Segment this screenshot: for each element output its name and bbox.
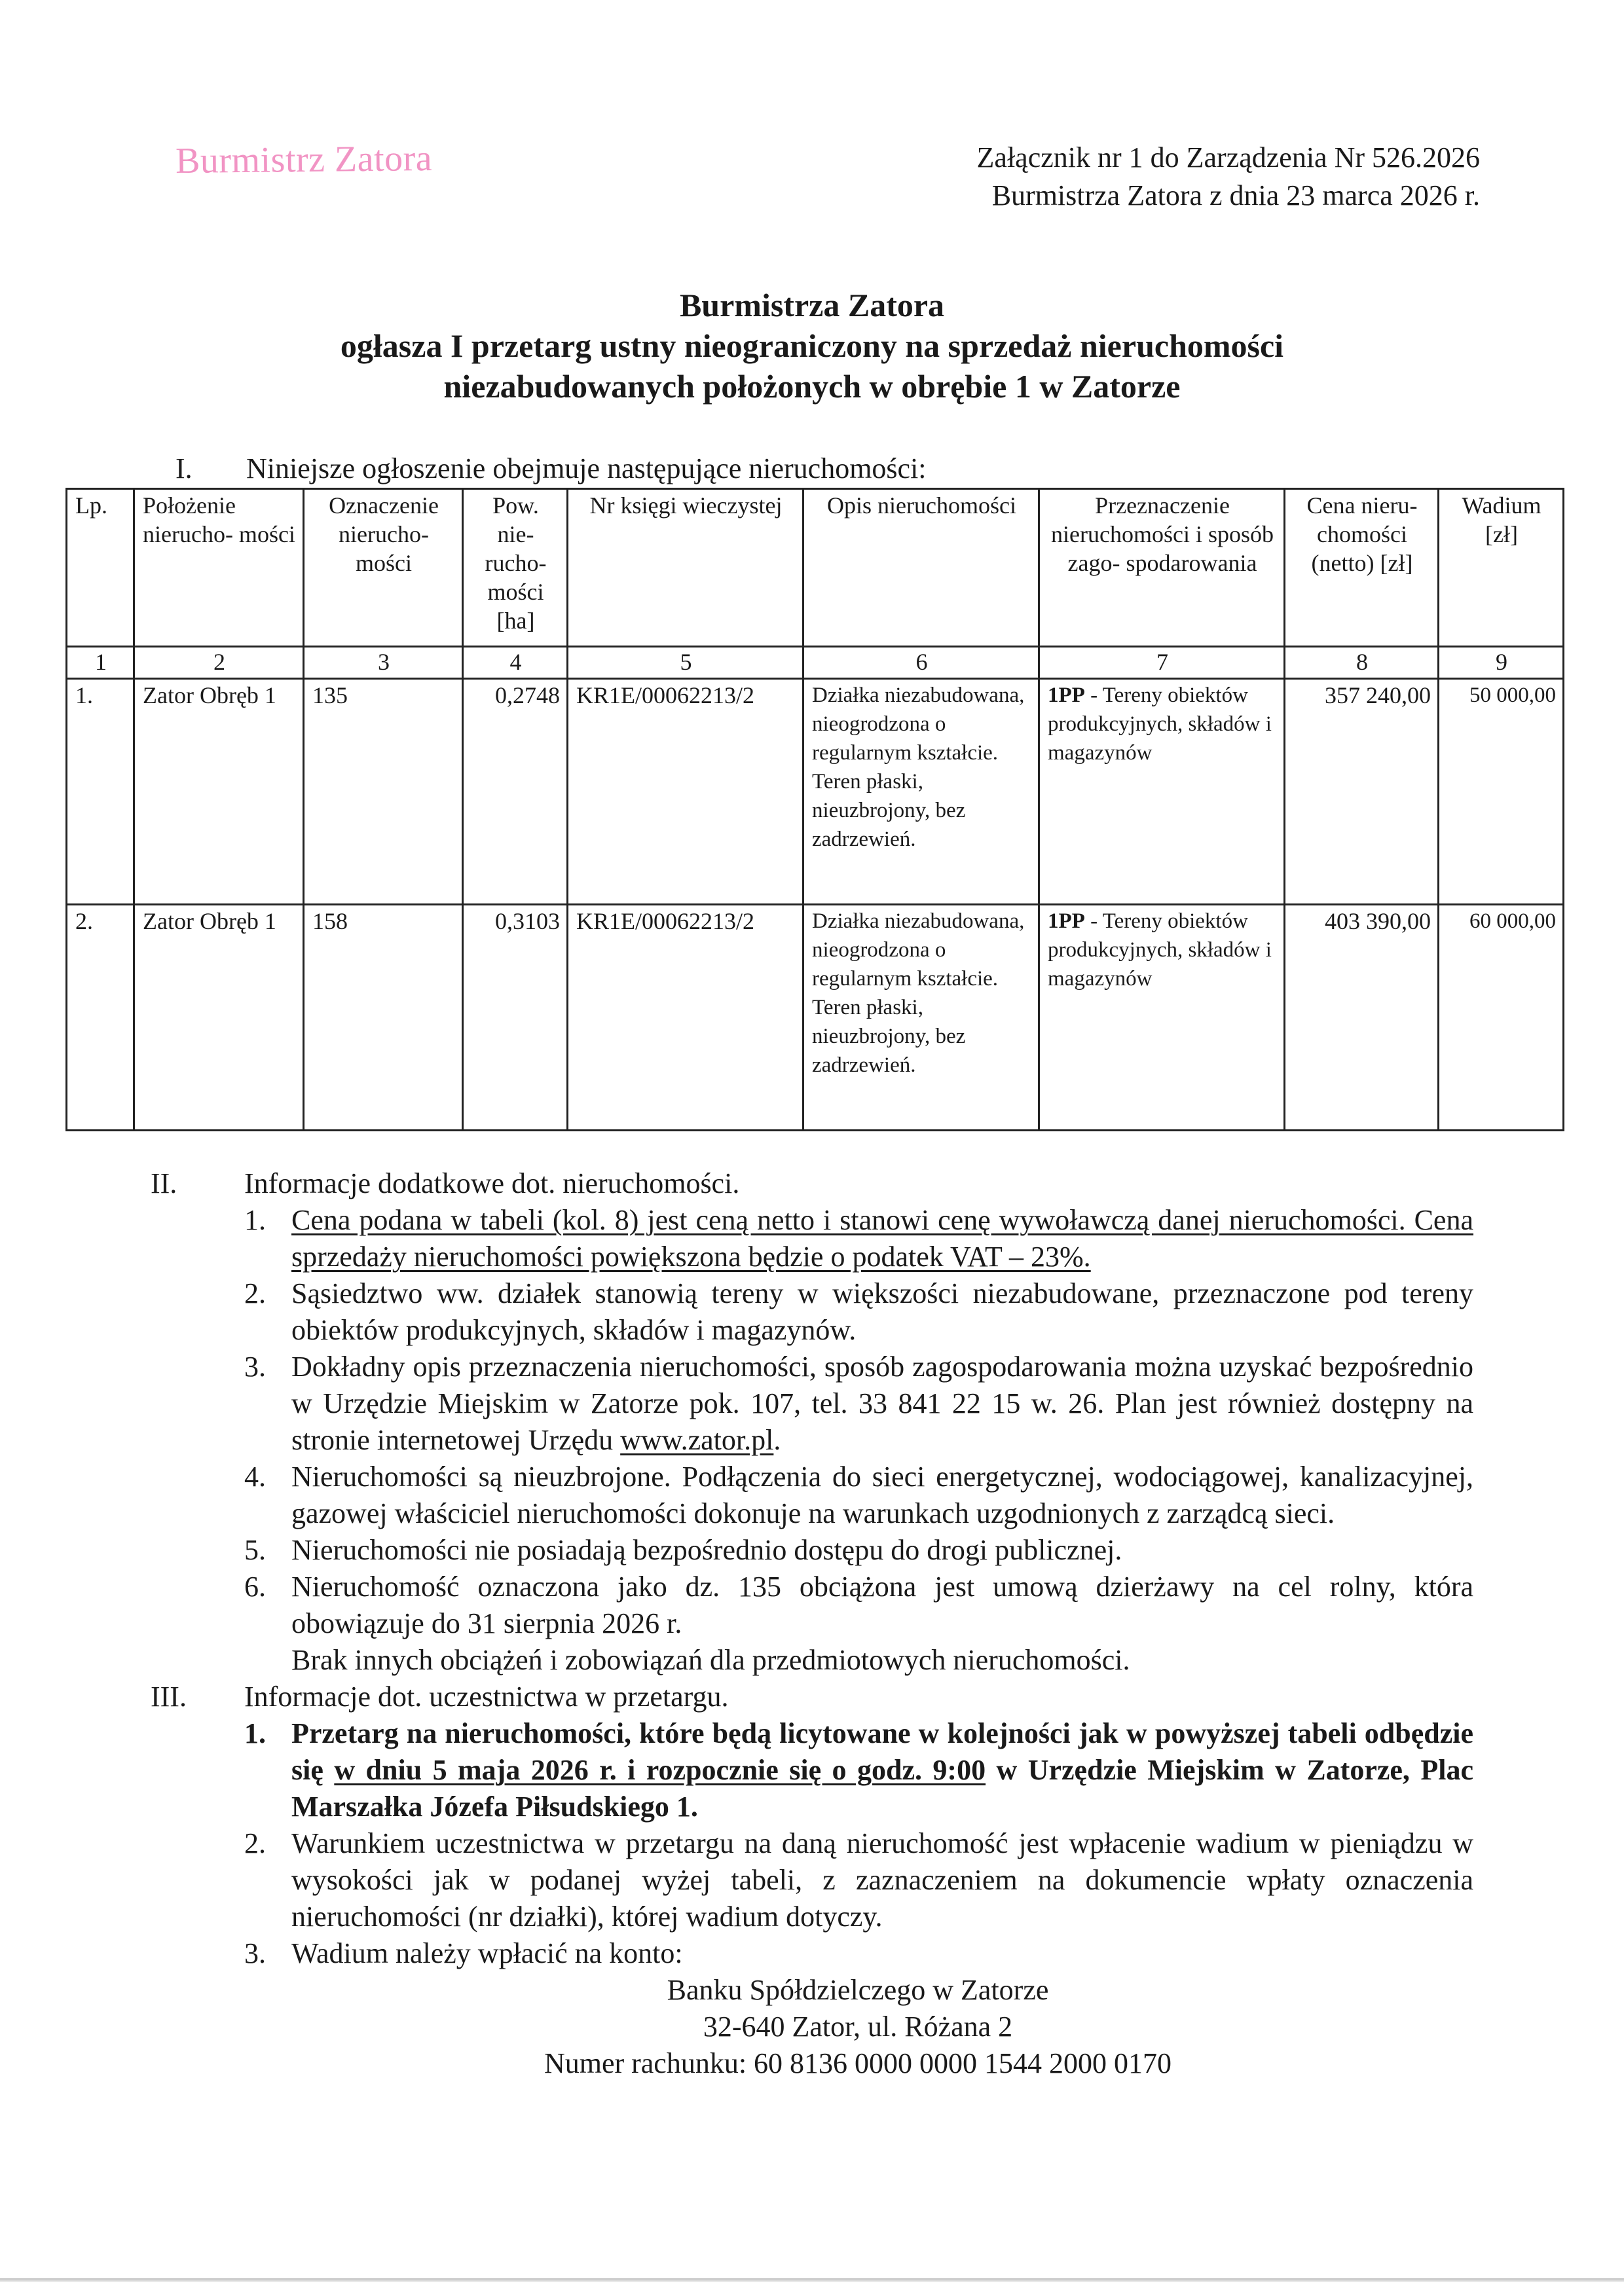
- list-item: [244, 1459, 1473, 1532]
- header-purpose: Przeznaczenie nieruchomości i sposób zago- spodarowania: [1039, 489, 1285, 647]
- auction-text-part-1: Przetarg na nieruchomości, które będą licytowane w kolejności jak w powyższej tabeli odbędzie się: [291, 1717, 1473, 1786]
- item-number: 4.: [244, 1461, 266, 1493]
- title-line-1: Burmistrza Zatora: [679, 287, 945, 323]
- item-number: 6.: [244, 1571, 266, 1603]
- page-edge-shadow: [0, 2278, 1624, 2282]
- section-1-numeral: I.: [175, 452, 193, 484]
- item-text: Nieruchomości są nieuzbrojone. Podłączenia do sieci energetycznej, wodociągowej, kanalizacyjnej, gazowej właściciel nieruchomości dokonuje na warunkach uzgodnionych z zarządcą sieci.: [291, 1461, 1473, 1529]
- section-2-list: [151, 1202, 1473, 1642]
- title-line-3: niezabudowanych położonych w obrębie 1 w Zatorze: [443, 368, 1181, 405]
- item-text: Warunkiem uczestnictwa w przetargu na daną nieruchomość jest wpłacenie wadium w pieniądzu w wysokości jak w podanej wyżej tabeli, z zaznaczeniem na dokumencie wpłaty oznaczenia nieruchomości (nr działki), której wadium dotyczy.: [291, 1827, 1473, 1933]
- cell-area: 0,3103: [463, 905, 568, 1131]
- bank-account-number: Numer rachunku: 60 8136 0000 0000 1544 2000 0170: [544, 2047, 1172, 2079]
- table-header-row: [67, 489, 1564, 647]
- column-number: 4: [463, 647, 568, 679]
- header-deposit: Wadium [zł]: [1439, 489, 1564, 647]
- section-3-heading-text: Informacje dot. uczestnictwa w przetargu.: [244, 1681, 729, 1713]
- header-price: Cena nieru- chomości (netto) [zł]: [1285, 489, 1439, 647]
- item-text: Sąsiedztwo ww. działek stanowią tereny w większości niezabudowane, przeznaczone pod tereny obiektów produkcyjnych, składów i magazynów.: [291, 1277, 1473, 1346]
- cell-land-register: KR1E/00062213/2: [568, 905, 803, 1131]
- item-text: Cena podana w tabeli (kol. 8) jest ceną netto i stanowi cenę wywoławczą danej nieruchomości. Cena sprzedaży nieruchomości powiększona będzie o podatek VAT – 23%.: [291, 1204, 1473, 1273]
- column-number: 5: [568, 647, 803, 679]
- properties-table: [65, 488, 1564, 1131]
- cell-price: 403 390,00: [1285, 905, 1439, 1131]
- cell-plot: 158: [304, 905, 463, 1131]
- table-row: [67, 905, 1564, 1131]
- column-number: 2: [134, 647, 304, 679]
- item-number: 2.: [244, 1277, 266, 1309]
- cell-description: Działka niezabudowana, nieogrodzona o regularnym kształcie. Teren płaski, nieuzbrojony, bez zadrzewień.: [803, 679, 1039, 905]
- section-2-heading: [151, 1165, 1473, 1202]
- item-number: 3.: [244, 1351, 266, 1383]
- cell-land-register: KR1E/00062213/2: [568, 679, 803, 905]
- item-number: 2.: [244, 1827, 266, 1859]
- cell-purpose: [1039, 679, 1285, 905]
- column-numbers-row: [67, 647, 1564, 679]
- section-3-heading: [151, 1679, 1473, 1715]
- document-title: [0, 285, 1624, 407]
- item-text: Wadium należy wpłacić na konto:: [291, 1937, 683, 1969]
- section-3-list: [151, 1715, 1473, 1972]
- purpose-code: 1PP: [1048, 909, 1085, 933]
- cell-price: 357 240,00: [1285, 679, 1439, 905]
- column-number: 7: [1039, 647, 1285, 679]
- list-item: [244, 1715, 1473, 1825]
- bank-details: [151, 1972, 1473, 2082]
- list-item: [244, 1275, 1473, 1349]
- list-item: [244, 1349, 1473, 1459]
- item-number: 3.: [244, 1937, 266, 1969]
- cell-deposit: 50 000,00: [1439, 679, 1564, 905]
- section-2-numeral: II.: [151, 1167, 177, 1199]
- header-lp: Lp.: [67, 489, 134, 647]
- list-item: [244, 1935, 1473, 1972]
- bank-name: Banku Spółdzielczego w Zatorze: [667, 1974, 1049, 2006]
- list-item: [244, 1532, 1473, 1569]
- item-number: 5.: [244, 1534, 266, 1566]
- item-text: [291, 1715, 1473, 1825]
- purpose-text: - Tereny obiektów produkcyjnych, składów i magazynów: [1048, 909, 1272, 991]
- table-row: [67, 679, 1564, 905]
- cell-description: Działka niezabudowana, nieogrodzona o regularnym kształcie. Teren płaski, nieuzbrojony, bez zadrzewień.: [803, 905, 1039, 1131]
- website-link[interactable]: www.zator.pl: [620, 1424, 774, 1456]
- cell-plot: 135: [304, 679, 463, 905]
- item-number: 1.: [244, 1717, 266, 1749]
- title-line-2: ogłasza I przetarg ustny nieograniczony na sprzedaż nieruchomości: [340, 327, 1284, 364]
- cell-lp: 1.: [67, 679, 134, 905]
- list-item: [244, 1825, 1473, 1935]
- column-number: 3: [304, 647, 463, 679]
- column-number: 8: [1285, 647, 1439, 679]
- purpose-text: - Tereny obiektów produkcyjnych, składów i magazynów: [1048, 683, 1272, 765]
- section-1-heading-text: Niniejsze ogłoszenie obejmuje następujące nieruchomości:: [246, 452, 927, 484]
- bank-address: 32-640 Zator, ul. Różana 2: [703, 2011, 1013, 2043]
- cell-deposit: 60 000,00: [1439, 905, 1564, 1131]
- auction-date-time: w dniu 5 maja 2026 r. i rozpocznie się o godz. 9:00: [334, 1754, 986, 1786]
- attachment-line-1: Załącznik nr 1 do Zarządzenia Nr 526.2026: [976, 141, 1480, 173]
- mayor-stamp: Burmistrz Zatora: [175, 137, 433, 182]
- header-land-register: Nr księgi wieczystej: [568, 489, 803, 647]
- attachment-header: [977, 139, 1480, 215]
- section-2-heading-text: Informacje dodatkowe dot. nieruchomości.: [244, 1167, 740, 1199]
- item-text-after-link: .: [773, 1424, 781, 1456]
- item-text: [291, 1349, 1473, 1459]
- header-description: Opis nieruchomości: [803, 489, 1039, 647]
- list-item: [244, 1569, 1473, 1642]
- column-number: 6: [803, 647, 1039, 679]
- section-2-note: Brak innych obciążeń i zobowiązań dla przedmiotowych nieruchomości.: [291, 1644, 1130, 1676]
- header-location: Położenie nierucho- mości: [134, 489, 304, 647]
- purpose-code: 1PP: [1048, 683, 1085, 707]
- list-item: [244, 1202, 1473, 1275]
- item-text: Nieruchomości nie posiadają bezpośrednio dostępu do drogi publicznej.: [291, 1534, 1122, 1566]
- cell-area: 0,2748: [463, 679, 568, 905]
- cell-location: Zator Obręb 1: [134, 679, 304, 905]
- header-area: Pow. nie- rucho- mości [ha]: [463, 489, 568, 647]
- item-text: Nieruchomość oznaczona jako dz. 135 obciążona jest umową dzierżawy na cel rolny, która obowiązuje do 31 sierpnia 2026 r.: [291, 1571, 1473, 1639]
- body-sections: [151, 1165, 1473, 2082]
- cell-location: Zator Obręb 1: [134, 905, 304, 1131]
- auction-text-part-2: w Urzędzie Miejskim w Zatorze, Plac Marszałka Józefa Piłsudskiego 1.: [291, 1754, 1473, 1823]
- column-number: 1: [67, 647, 134, 679]
- item-text-before-link: Dokładny opis przeznaczenia nieruchomości, sposób zagospodarowania można uzyskać bezpośrednio w Urzędzie Miejskim w Zatorze pok. 107, tel. 33 841 22 15 w. 26. Plan jest również dostępny na stronie internetowej Urzędu: [291, 1351, 1473, 1456]
- cell-purpose: [1039, 905, 1285, 1131]
- header-plot: Oznaczenie nierucho- mości: [304, 489, 463, 647]
- item-number: 1.: [244, 1204, 266, 1236]
- section-1-heading: [175, 452, 927, 486]
- column-number: 9: [1439, 647, 1564, 679]
- cell-lp: 2.: [67, 905, 134, 1131]
- attachment-line-2: Burmistrza Zatora z dnia 23 marca 2026 r.: [991, 179, 1480, 211]
- section-3-numeral: III.: [151, 1681, 187, 1713]
